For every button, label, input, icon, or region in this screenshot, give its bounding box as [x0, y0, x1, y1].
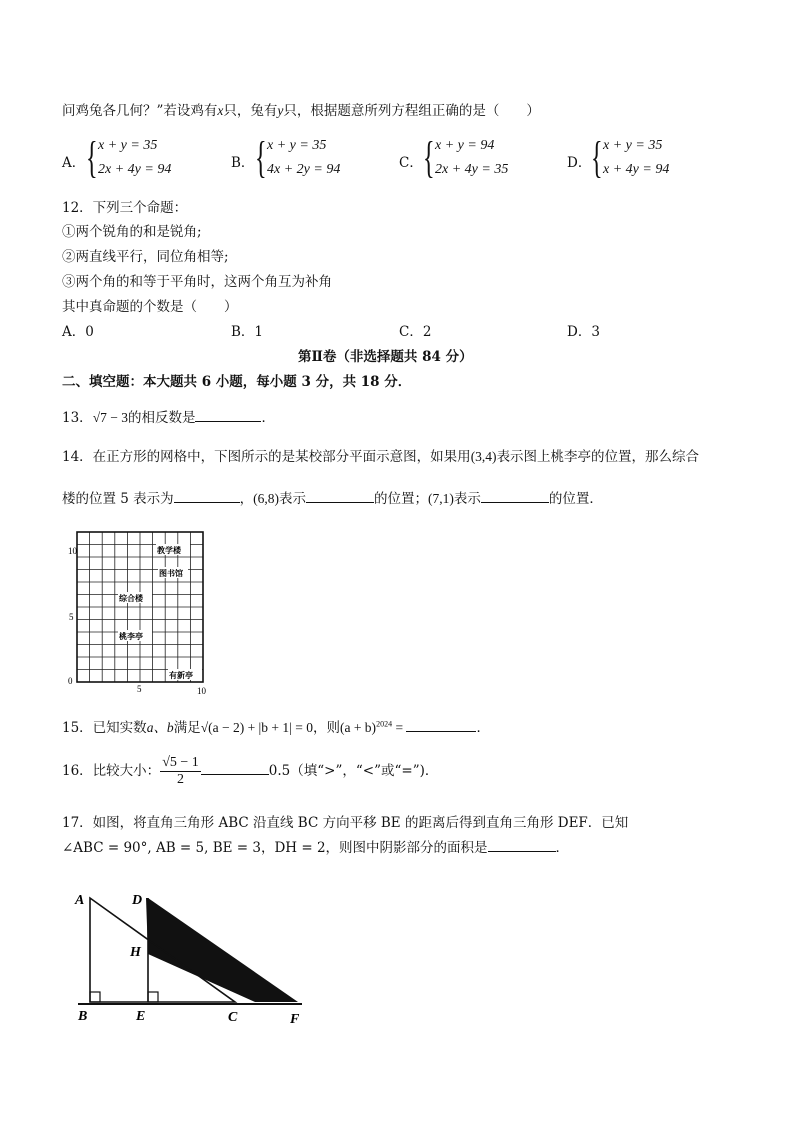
vertex-label-f: F [290, 1012, 300, 1027]
q11-option-c-label: C． [399, 155, 423, 171]
q12-item-2: ②两直线平行，同位角相等; [62, 249, 229, 265]
q11-option-b-label: B． [231, 155, 255, 171]
q16-answer-blank[interactable] [201, 760, 269, 775]
q11-tail: 只，根据题意所列方程组正确的是（ ） [283, 103, 540, 119]
q15-b: 满足 [173, 720, 201, 736]
shaded-region [146, 898, 298, 1002]
q14-line2 [62, 487, 603, 507]
q11-option-d-eq1: x + y = 35 [603, 138, 663, 153]
q11-option-d-label: D． [567, 155, 592, 171]
vertex-label-a: A [75, 893, 85, 908]
q16-fraction [160, 755, 201, 788]
building-label-library: 图书馆 [159, 569, 183, 578]
q12-question: 其中真命题的个数是（ ） [62, 299, 238, 315]
q15-a: 15．已知实数 [62, 720, 147, 736]
grid-x-label-5: 5 [137, 684, 142, 694]
q12-option-a: A．0 [62, 324, 94, 340]
q12-option-d: D．3 [567, 324, 600, 340]
q11-option-a-eq2: 2x + 4y = 94 [98, 162, 172, 177]
q12-item-3: ③两个角的和等于平角时，这两个角互为补角 [62, 274, 332, 290]
q12-option-c: C．2 [399, 324, 432, 340]
q17-triangle-figure [70, 884, 310, 1029]
q14-blank-2[interactable] [306, 488, 374, 503]
q12-option-b: B．1 [231, 324, 264, 340]
grid-y-label-5: 5 [69, 612, 74, 622]
q16-denominator: 2 [176, 772, 184, 787]
q16-a: 16．比较大小： [62, 763, 161, 779]
q11-option-d-brace: { [591, 133, 603, 182]
q14-line1-a: 14．在正方形的网格中，下图所示的是某校部分平面示意图，如果用 [62, 449, 471, 465]
q15-exp: 2024 [376, 719, 393, 729]
q14-line1 [62, 445, 699, 465]
q11-y-var: y [277, 103, 284, 118]
vertex-label-h: H [130, 945, 141, 960]
q11-stem-text: 问鸡兔各几何？”若设鸡有 [62, 103, 218, 119]
q11-option-a-eq1: x + y = 35 [98, 138, 158, 153]
q17-line2 [62, 836, 569, 856]
q14-line2-b: 表示 [279, 491, 307, 507]
q14-coord3: (7,1) [428, 491, 454, 506]
q11-option-c-brace: { [423, 133, 435, 182]
vertex-label-b: B [78, 1009, 88, 1024]
vertex-label-c: C [228, 1010, 238, 1025]
q11-option-c-eq2: 2x + 4y = 35 [435, 162, 509, 177]
q13-end: ． [261, 410, 275, 426]
q12-stem: 12．下列三个命题： [62, 200, 188, 216]
q15-power: (a + b) [339, 720, 377, 735]
q14-blank-1[interactable] [174, 488, 240, 503]
q14-line1-b: 表示图上桃李亭的位置，那么综合 [496, 449, 700, 465]
q11-option-b-brace: { [255, 133, 267, 182]
q14-coord1: (3,4) [470, 449, 497, 464]
grid-x-label-10: 10 [197, 686, 206, 696]
right-angle-b [90, 992, 100, 1002]
q15-answer-blank[interactable] [406, 717, 476, 732]
vertex-label-e: E [136, 1009, 146, 1024]
q11-stem [62, 99, 540, 119]
q14-line2-c: 的位置； [374, 491, 429, 507]
q13-answer-blank[interactable] [195, 407, 261, 422]
building-label-complex: 综合楼 [119, 594, 143, 603]
q14-line2-e: 的位置． [548, 491, 603, 507]
q14-blank-3[interactable] [481, 488, 549, 503]
q15-vars: a、b [146, 720, 174, 735]
q16 [62, 755, 438, 788]
grid-origin-label: 0 [68, 676, 73, 686]
grid-y-label-10: 10 [68, 546, 77, 556]
q14-sep: ， [239, 491, 254, 507]
q11-option-b-eq1: x + y = 35 [267, 138, 327, 153]
vertex-label-d: D [132, 893, 143, 908]
q13 [62, 406, 275, 426]
q11-option-b-eq2: 4x + 2y = 94 [267, 162, 341, 177]
q11-option-d-eq2: x + 4y = 94 [603, 162, 670, 177]
q16-b: 0.5（填“>”，“<”或“=”)． [268, 763, 439, 779]
q14-line2-d: 表示 [453, 491, 481, 507]
q11-x-var: x [217, 103, 224, 118]
q15-c: ，则 [312, 720, 340, 736]
building-label-taoli: 桃李亭 [119, 632, 143, 641]
q12-item-1: ①两个锐角的和是锐角; [62, 224, 202, 240]
q16-numerator: √5 − 1 [162, 755, 199, 770]
section-title: 第Ⅱ卷（非选择题共 84 分） [298, 349, 473, 365]
q14-coord2: (6,8) [253, 491, 280, 506]
q13-expr: √7 − 3 [92, 410, 128, 425]
building-label-pavilion: 有新亭 [169, 671, 193, 680]
section-heading: 二、填空题：本大题共 6 小题，每小题 3 分，共 18 分． [62, 374, 412, 390]
q11-option-a-brace: { [86, 133, 98, 182]
q15-end: ． [476, 720, 490, 736]
q17-line2-a: ∠ABC = 90°, AB = 5, BE = 3，DH = 2，则图中阴影部分的面积是 [62, 840, 488, 856]
q17-line2-b: ． [555, 840, 570, 856]
q14-line2-a: 楼的位置 5 表示为 [62, 491, 174, 507]
q14-grid-figure [62, 524, 212, 696]
q15 [62, 716, 490, 736]
q15-expr: √(a − 2) + |b + 1| = 0 [200, 720, 313, 735]
q15-eq: = [392, 720, 407, 735]
q11-option-c-eq1: x + y = 94 [435, 138, 495, 153]
q17-line1: 17．如图，将直角三角形 ABC 沿直线 BC 方向平移 BE 的距离后得到直角三角形 DEF．已知 [62, 815, 629, 831]
right-angle-e [148, 992, 158, 1002]
q13-num: 13． [62, 410, 93, 426]
q11-mid: 只，兔有 [223, 103, 278, 119]
q13-text: 的相反数是 [127, 410, 196, 426]
q11-option-a-label: A． [62, 155, 86, 171]
q17-answer-blank[interactable] [488, 837, 556, 852]
building-label-teaching: 教学楼 [157, 546, 181, 555]
